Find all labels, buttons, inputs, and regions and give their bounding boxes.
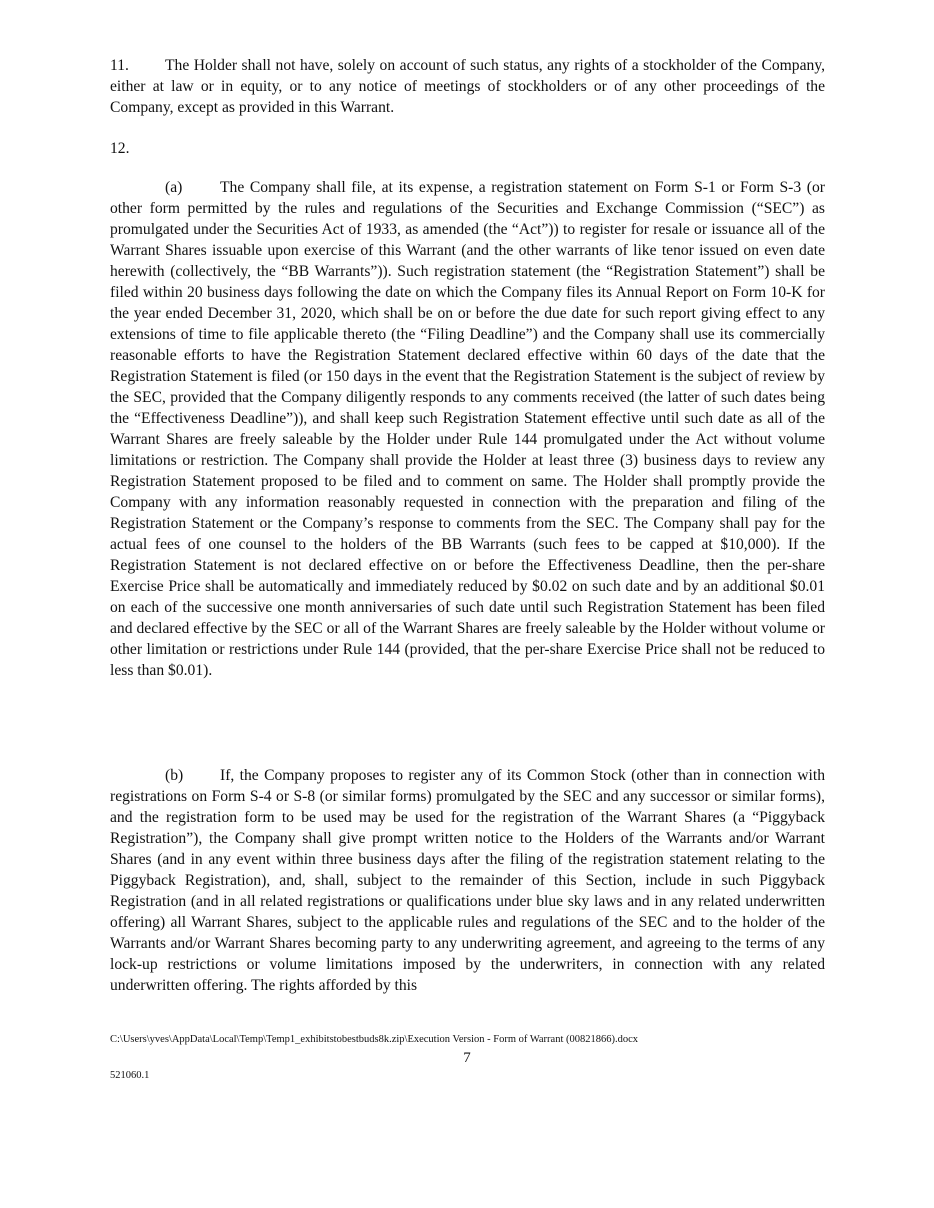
section-12a-text: The Company shall file, at its expense, a registration statement on Form S-1 or Form S-3 (or other form permitted by the rules and regulations of the Securities and Exchange Commission (“SEC”) as promulgated under the Securities Act of 1933, as amended (the “Act”)) to register for resale or issuance all of the Warrant Shares issuable upon exercise of this Warrant (and the other warrants of like tenor issued on even date herewith (collectively, the “BB Warrants”)). Such registration statement (the “Registration Statement”) shall be filed within 20 business days following the date on which the Company files its Annual Report on Form 10-K for the year ended December 31, 2020, which shall be on or before the due date for such report giving effect to any extensions of time to file applicable thereto (the “Filing Deadline”) and the Company shall use its commercially reasonable efforts to have the Registration Statement declared effective within 60 days of the date that the Registration Statement is filed (or 150 days in the event that the Registration Statement is the subject of review by the SEC, provided that the Company diligently responds to any comments received (the latter of such dates being the “Effectiveness Deadline”)), and shall keep such Registration Statement effective until such date as all of the Warrant Shares are freely saleable by the Holder under Rule 144 promulgated under the Act without volume limitations or restriction. The Company shall provide the Holder at least three (3) business days to review any Registration Statement proposed to be filed and to comment on same. The Holder shall promptly provide the Company with any information reasonably requested in connection with the preparation and filing of the Registration Statement or the Company’s response to comments from the SEC. The Company shall pay for the actual fees of one counsel to the holders of the BB Warrants (such fees to be capped at $10,000). If the Registration Statement is not declared effective on or before the Effectiveness Deadline, then the per-share Exercise Price shall be automatically and immediately reduced by $0.02 on such date and by an additional $0.01 on each of the successive one month anniversaries of such date until such Registration Statement has been filed and declared effective by the SEC or all of the Warrant Shares are freely saleable by the Holder without volume or other limitation or restrictions under Rule 144 (provided, that the per-share Exercise Price shall not be reduced to less than $0.01). xyxy=(110,179,825,679)
page-number: 7 xyxy=(463,1050,471,1066)
section-12b-paragraph xyxy=(110,765,825,996)
section-12b-text: If, the Company proposes to register any of its Common Stock (other than in connection with registrations on Form S-4 or S-8 (or similar forms) promulgated by the SEC and any successor or similar forms), and the registration form to be used may be used for the registration of the Warrant Shares (a “Piggyback Registration”), the Company shall give prompt written notice to the Holders of the Warrants and/or Warrant Shares (and in any event within three business days after the filing of the registration statement relating to the Piggyback Registration), and, shall, subject to the remainder of this Section, include in such Piggyback Registration (and in all related registrations or qualifications under blue sky laws and in any related underwritten offering) all Warrant Shares, subject to the applicable rules and regulations of the SEC and to the holder of the Warrants and/or Warrant Shares becoming party to any underwriting agreement, and agreeing to the terms of any lock-up restrictions or volume limitations imposed by the underwriters, in connection with any related underwritten offering. The rights afforded by this xyxy=(110,767,825,994)
footer-file-path: C:\Users\yves\AppData\Local\Temp\Temp1_exhibitstobestbuds8k.zip\Execution Version - Form of Warrant (00821866).docx xyxy=(110,1034,639,1045)
section-12a-paragraph xyxy=(110,177,825,681)
section-12-number: 12. xyxy=(110,140,130,157)
section-11-number: 11. xyxy=(110,57,129,74)
section-12b-label: (b) xyxy=(165,767,184,784)
document-id: 521060.1 xyxy=(110,1070,150,1081)
section-11-text: The Holder shall not have, solely on account of such status, any rights of a stockholder of the Company, either at law or in equity, or to any notice of meetings of stockholders or of any other proceedings of the Company, except as provided in this Warrant. xyxy=(110,57,825,116)
section-12-heading xyxy=(110,138,825,159)
section-12a-label: (a) xyxy=(165,179,183,196)
section-11-paragraph xyxy=(110,55,825,118)
